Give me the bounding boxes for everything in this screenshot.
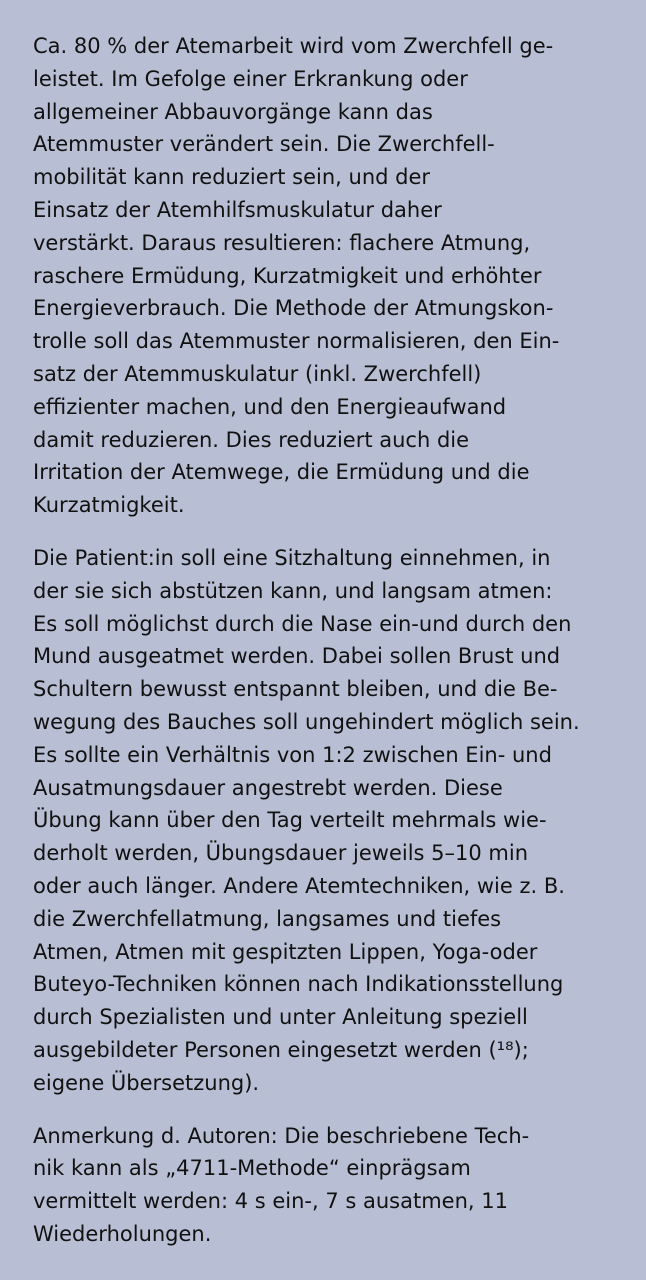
- text-line: Atmen, Atmen mit gespitzten Lippen, Yoga-oder: [33, 939, 538, 964]
- text-line: Einsatz der Atemhilfsmuskulatur daher: [33, 197, 442, 222]
- text-line: ausgebildeter Personen eingesetzt werden (¹⁸);: [33, 1037, 529, 1062]
- text-line: derholt werden, Übungsdauer jeweils 5–10 min: [33, 841, 529, 866]
- text-line: Energieverbrauch. Die Methode der Atmungskon-: [33, 296, 554, 321]
- text-line: satz der Atemmuskulatur (inkl. Zwerchfell): [33, 361, 482, 386]
- text-line: Es sollte ein Verhältnis von 1:2 zwischen Ein- und: [33, 742, 552, 767]
- text-line: vermittelt werden: 4 s ein-, 7 s ausatmen, 11: [33, 1189, 508, 1214]
- text-line: die Zwerchfellatmung, langsames und tiefes: [33, 906, 502, 931]
- text-line: durch Spezialisten und unter Anleitung speziell: [33, 1005, 528, 1030]
- text-line: Die Patient:in soll eine Sitzhaltung einnehmen, in: [33, 545, 551, 570]
- text-line: Mund ausgeatmet werden. Dabei sollen Brust und: [33, 644, 561, 669]
- text-line: damit reduzieren. Dies reduziert auch die: [33, 427, 470, 452]
- text-line: Anmerkung d. Autoren: Die beschriebene Tech-: [33, 1123, 530, 1148]
- text-line: wegung des Bauches soll ungehindert möglich sein.: [33, 709, 580, 734]
- text-line: Ca. 80 % der Atemarbeit wird vom Zwerchfell ge-: [33, 34, 554, 58]
- text-line: eigene Übersetzung).: [33, 1070, 260, 1095]
- text-line: effizienter machen, und den Energieaufwand: [33, 394, 507, 419]
- text-line: Atemmuster verändert sein. Die Zwerchfell-: [33, 132, 495, 157]
- text-line: leistet. Im Gefolge einer Erkrankung oder: [33, 66, 468, 91]
- text-line: raschere Ermüdung, Kurzatmigkeit und erhöhter: [33, 263, 542, 288]
- text-line: verstärkt. Daraus resultieren: flachere Atmung,: [33, 230, 531, 255]
- text-line: Ausatmungsdauer angestrebt werden. Diese: [33, 775, 503, 800]
- text-line: nik kann als „4711-Methode“ einprägsam: [33, 1156, 471, 1181]
- paragraph-2: [33, 542, 626, 1100]
- text-line: Schultern bewusst entspannt bleiben, und die Be-: [33, 677, 558, 702]
- text-line: trolle soll das Atemmuster normalisieren, den Ein-: [33, 329, 560, 354]
- paragraph-1: [33, 30, 626, 522]
- text-line: mobilität kann reduziert sein, und der: [33, 165, 431, 190]
- text-line: Irritation der Atemwege, die Ermüdung und die: [33, 460, 530, 485]
- text-line: allgemeiner Abbauvorgänge kann das: [33, 99, 433, 124]
- text-line: Buteyo-Techniken können nach Indikationsstellung: [33, 972, 564, 997]
- text-line: Es soll möglichst durch die Nase ein-und durch den: [33, 611, 572, 636]
- text-line: Wiederholungen.: [33, 1221, 212, 1246]
- text-line: Übung kann über den Tag verteilt mehrmals wie-: [33, 808, 547, 833]
- text-line: Kurzatmigkeit.: [33, 493, 185, 518]
- paragraph-3-author-note: [33, 1120, 626, 1251]
- text-line: oder auch länger. Andere Atemtechniken, wie z. B.: [33, 873, 565, 898]
- text-line: der sie sich abstützen kann, und langsam atmen:: [33, 578, 553, 603]
